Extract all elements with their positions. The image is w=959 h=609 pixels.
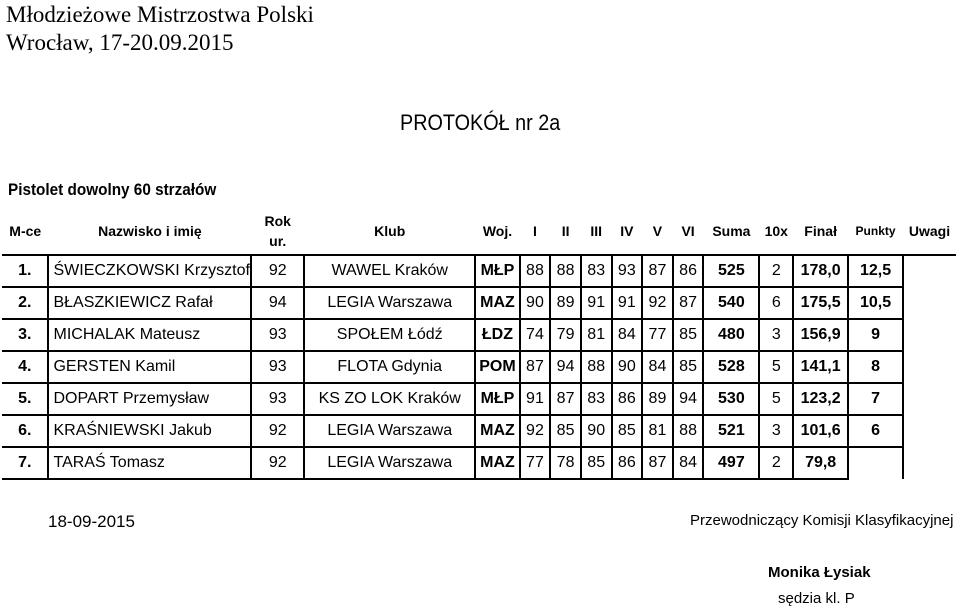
result-place: 3. [2, 319, 48, 351]
col-header-series-4: IV [612, 208, 643, 255]
result-inner-tens: 3 [759, 415, 793, 447]
table-row [2, 287, 956, 319]
result-place: 2. [2, 287, 48, 319]
result-place: 6. [2, 415, 48, 447]
result-points: 6 [848, 415, 903, 447]
result-series-4: 93 [612, 255, 643, 287]
col-header-points: Punkty [848, 208, 903, 255]
result-series-1: 90 [520, 287, 551, 319]
protocol-title: PROTOKÓŁ nr 2a [400, 110, 561, 135]
result-series-4: 91 [612, 287, 643, 319]
result-place: 5. [2, 383, 48, 415]
result-inner-tens: 2 [759, 447, 793, 479]
judge-name: Monika Łysiak [768, 564, 871, 581]
result-voivodeship: POM [475, 351, 519, 383]
result-notes [903, 447, 956, 479]
table-row [2, 351, 956, 383]
result-name: TARAŚ Tomasz [48, 447, 251, 479]
result-voivodeship: MAZ [475, 447, 519, 479]
result-birth-year: 93 [251, 351, 304, 383]
championship-title: Młodzieżowe Mistrzostwa Polski [6, 2, 314, 27]
result-voivodeship: ŁDZ [475, 319, 519, 351]
result-series-1: 92 [520, 415, 551, 447]
result-series-6: 84 [673, 447, 704, 479]
result-name: ŚWIECZKOWSKI Krzysztof [48, 255, 251, 287]
result-inner-tens: 2 [759, 255, 793, 287]
result-series-4: 86 [612, 447, 643, 479]
col-header-voivodeship: Woj. [475, 208, 519, 255]
result-points: 10,5 [848, 287, 903, 319]
result-series-4: 85 [612, 415, 643, 447]
result-name: DOPART Przemysław [48, 383, 251, 415]
result-series-1: 88 [520, 255, 551, 287]
result-club: SPOŁEM Łódź [304, 319, 475, 351]
result-voivodeship: MŁP [475, 383, 519, 415]
result-points: 8 [848, 351, 903, 383]
col-header-sum: Suma [703, 208, 759, 255]
result-series-3: 85 [581, 447, 612, 479]
col-header-series-6: VI [673, 208, 704, 255]
result-birth-year: 94 [251, 287, 304, 319]
table-header-row [2, 208, 956, 255]
result-series-3: 88 [581, 351, 612, 383]
result-series-2: 94 [550, 351, 581, 383]
col-header-series-1: I [520, 208, 551, 255]
result-name: BŁASZKIEWICZ Rafał [48, 287, 251, 319]
table-row [2, 447, 956, 479]
result-series-3: 81 [581, 319, 612, 351]
result-series-6: 85 [673, 319, 704, 351]
col-header-year: Rok ur. [251, 208, 304, 255]
col-header-name: Nazwisko i imię [48, 208, 251, 255]
result-series-5: 89 [642, 383, 673, 415]
result-series-2: 85 [550, 415, 581, 447]
result-inner-tens: 3 [759, 319, 793, 351]
result-series-6: 87 [673, 287, 704, 319]
result-sum: 525 [703, 255, 759, 287]
result-series-3: 83 [581, 255, 612, 287]
result-points [848, 447, 903, 479]
col-header-series-5: V [642, 208, 673, 255]
result-notes [903, 351, 956, 383]
result-name: MICHALAK Mateusz [48, 319, 251, 351]
result-voivodeship: MŁP [475, 255, 519, 287]
result-sum: 480 [703, 319, 759, 351]
result-sum: 528 [703, 351, 759, 383]
result-birth-year: 92 [251, 255, 304, 287]
result-notes [903, 415, 956, 447]
result-series-6: 86 [673, 255, 704, 287]
result-birth-year: 92 [251, 447, 304, 479]
result-series-6: 88 [673, 415, 704, 447]
col-header-final: Finał [793, 208, 848, 255]
result-club: KS ZO LOK Kraków [304, 383, 475, 415]
result-name: GERSTEN Kamil [48, 351, 251, 383]
event-name: Pistolet dowolny 60 strzałów [8, 180, 217, 199]
result-birth-year: 93 [251, 383, 304, 415]
results-table [2, 208, 956, 480]
result-place: 4. [2, 351, 48, 383]
result-club: LEGIA Warszawa [304, 447, 475, 479]
table-row [2, 383, 956, 415]
result-series-2: 78 [550, 447, 581, 479]
result-club: WAWEL Kraków [304, 255, 475, 287]
result-final: 123,2 [793, 383, 848, 415]
result-series-5: 81 [642, 415, 673, 447]
result-series-4: 90 [612, 351, 643, 383]
result-series-2: 79 [550, 319, 581, 351]
result-series-1: 91 [520, 383, 551, 415]
result-final: 156,9 [793, 319, 848, 351]
result-series-4: 84 [612, 319, 643, 351]
result-series-3: 91 [581, 287, 612, 319]
table-row [2, 255, 956, 287]
result-sum: 497 [703, 447, 759, 479]
result-series-3: 90 [581, 415, 612, 447]
col-header-notes: Uwagi [903, 208, 956, 255]
col-header-series-2: II [550, 208, 581, 255]
protocol-date: 18-09-2015 [48, 512, 135, 531]
result-notes [903, 255, 956, 287]
result-final: 79,8 [793, 447, 848, 479]
result-points: 7 [848, 383, 903, 415]
result-birth-year: 92 [251, 415, 304, 447]
result-sum: 540 [703, 287, 759, 319]
table-row [2, 415, 956, 447]
result-name: KRAŚNIEWSKI Jakub [48, 415, 251, 447]
col-header-club: Klub [304, 208, 475, 255]
result-series-5: 92 [642, 287, 673, 319]
table-row [2, 319, 956, 351]
result-club: FLOTA Gdynia [304, 351, 475, 383]
result-notes [903, 287, 956, 319]
result-series-2: 87 [550, 383, 581, 415]
result-points: 9 [848, 319, 903, 351]
result-final: 141,1 [793, 351, 848, 383]
result-club: LEGIA Warszawa [304, 415, 475, 447]
result-final: 178,0 [793, 255, 848, 287]
result-birth-year: 93 [251, 319, 304, 351]
col-header-place: M-ce [2, 208, 48, 255]
result-notes [903, 383, 956, 415]
venue-and-dates: Wrocław, 17-20.09.2015 [6, 30, 234, 55]
result-series-3: 83 [581, 383, 612, 415]
result-sum: 530 [703, 383, 759, 415]
col-header-inner-tens: 10x [759, 208, 793, 255]
result-inner-tens: 5 [759, 383, 793, 415]
result-series-6: 94 [673, 383, 704, 415]
result-points: 12,5 [848, 255, 903, 287]
judge-role: sędzia kl. P [778, 590, 855, 607]
result-place: 1. [2, 255, 48, 287]
result-voivodeship: MAZ [475, 415, 519, 447]
result-sum: 521 [703, 415, 759, 447]
result-series-5: 87 [642, 447, 673, 479]
result-inner-tens: 6 [759, 287, 793, 319]
result-place: 7. [2, 447, 48, 479]
chair-title: Przewodniczący Komisji Klasyfikacyjnej [690, 512, 954, 529]
col-header-series-3: III [581, 208, 612, 255]
result-final: 175,5 [793, 287, 848, 319]
result-series-5: 87 [642, 255, 673, 287]
result-club: LEGIA Warszawa [304, 287, 475, 319]
result-series-1: 74 [520, 319, 551, 351]
result-series-2: 88 [550, 255, 581, 287]
result-final: 101,6 [793, 415, 848, 447]
result-inner-tens: 5 [759, 351, 793, 383]
result-series-2: 89 [550, 287, 581, 319]
result-series-6: 85 [673, 351, 704, 383]
result-voivodeship: MAZ [475, 287, 519, 319]
result-series-4: 86 [612, 383, 643, 415]
result-series-1: 77 [520, 447, 551, 479]
result-series-1: 87 [520, 351, 551, 383]
result-notes [903, 319, 956, 351]
result-series-5: 84 [642, 351, 673, 383]
result-series-5: 77 [642, 319, 673, 351]
